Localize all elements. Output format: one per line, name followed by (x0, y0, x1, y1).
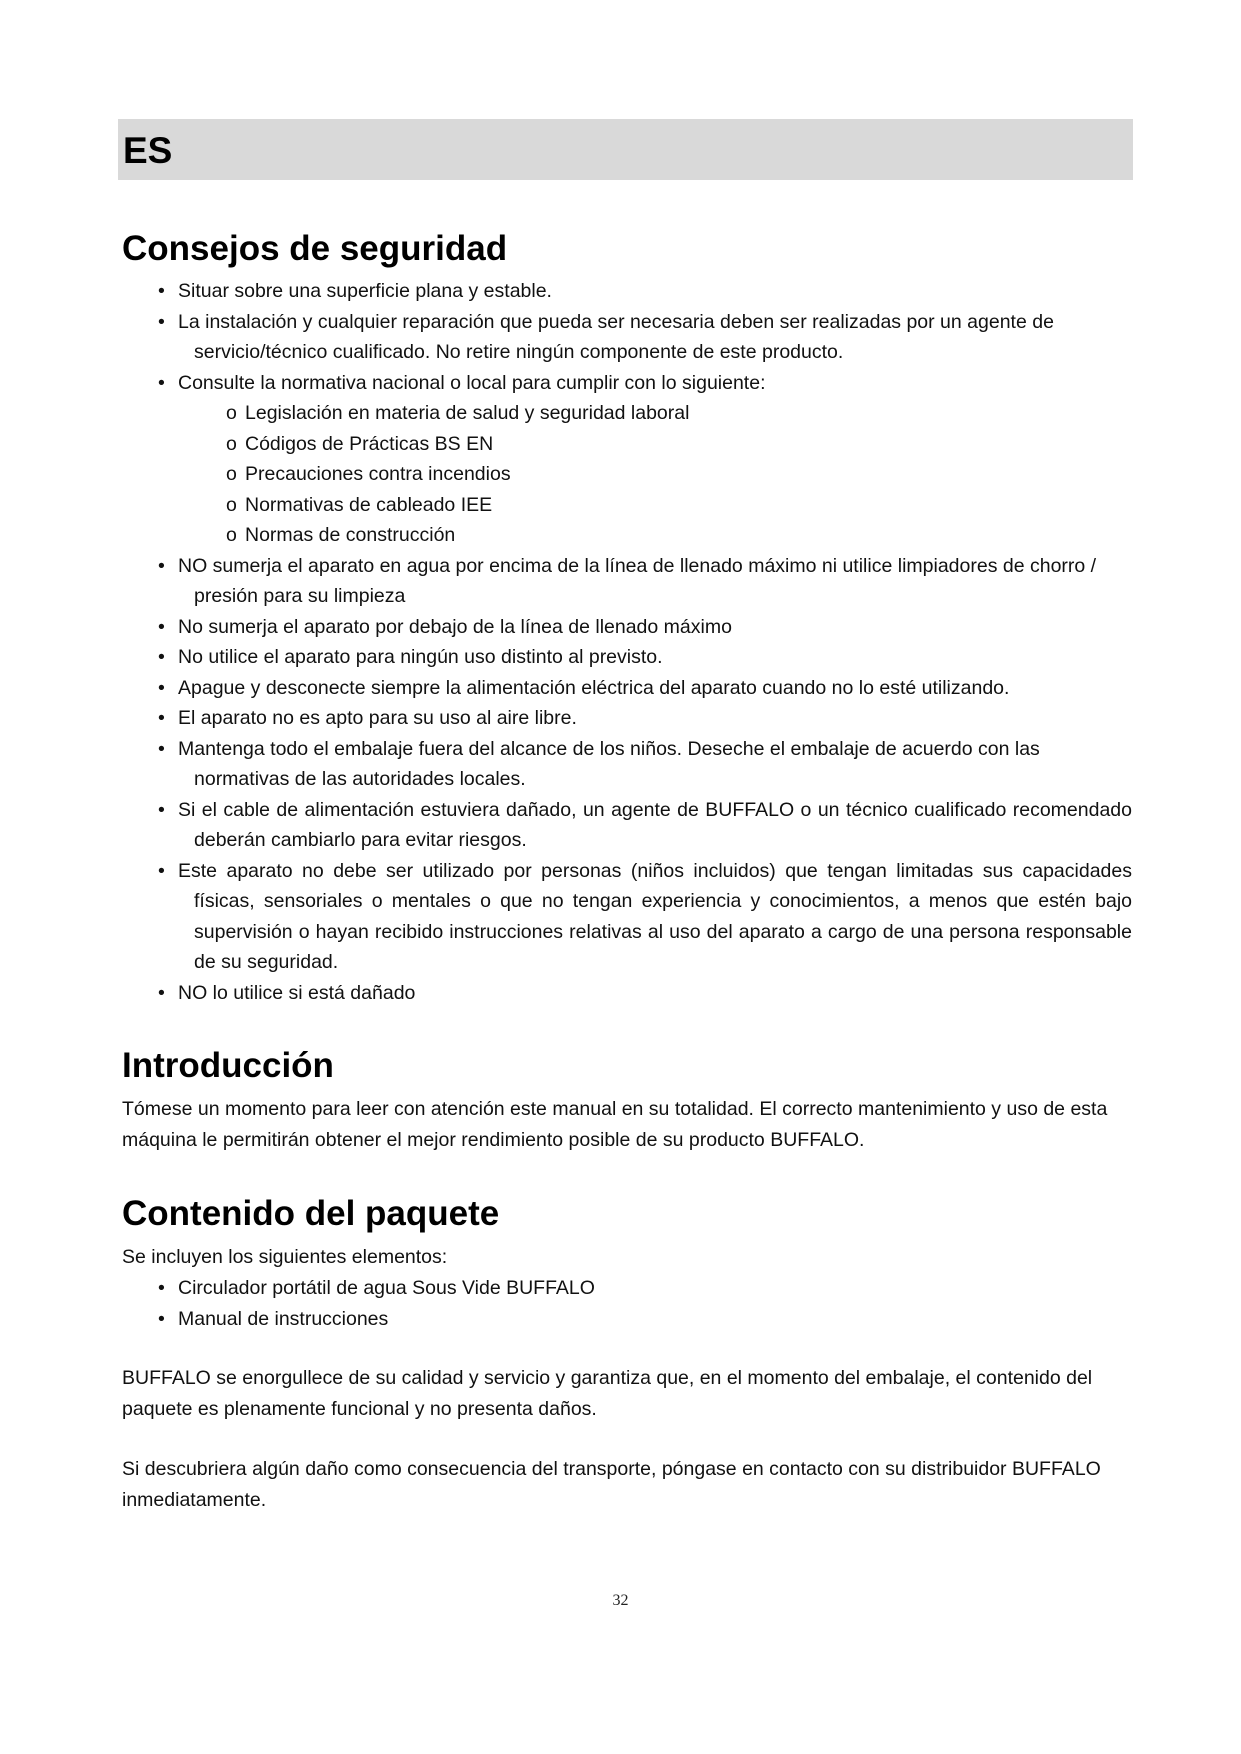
page-content (122, 225, 1132, 1516)
sublist-item: o Precauciones contra incendios (122, 459, 1132, 490)
package-lead: Se incluyen los siguientes elementos: (122, 1246, 448, 1268)
safety-heading: Consejos de seguridad (122, 229, 508, 268)
bullet-icon: • (158, 615, 165, 638)
list-item: • Circulador portátil de agua Sous Vide BUFFALO (122, 1273, 1132, 1304)
intro-paragraph: Tómese un momento para leer con atención este manual en su totalidad. El correcto mantenimiento y uso de esta máquina le permitirán obtener el mejor rendimiento posible de su producto BUFFALO. (122, 1098, 1108, 1151)
sublist-item: o Legislación en materia de salud y seguridad laboral (122, 398, 1132, 429)
circle-bullet-icon: o (226, 402, 237, 424)
bullet-icon: • (158, 646, 165, 668)
bullet-icon: • (158, 1307, 165, 1330)
list-item: • Consulte la normativa nacional o local para cumplir con lo siguiente: o Legislación en materia de salud y seguridad laboral o Códigos de Prácticas BS EN o Precauciones contra incendios o Normativas de cableado IEE o Normas de construcción (122, 368, 1132, 551)
list-item: • Situar sobre una superficie plana y estable. (122, 276, 1132, 307)
language-header-bar (118, 119, 1133, 180)
bullet-icon: • (158, 859, 165, 882)
bullet-icon: • (158, 554, 165, 577)
list-item: • No sumerja el aparato por debajo de la línea de llenado máximo (122, 612, 1132, 643)
bullet-icon: • (158, 280, 165, 302)
bullet-icon: • (158, 676, 165, 699)
list-item: • NO lo utilice si está dañado (122, 978, 1132, 1009)
list-item: • NO sumerja el aparato en agua por encima de la línea de llenado máximo ni utilice limpiadores de chorro / presión para su limpieza (122, 551, 1132, 612)
list-item: • La instalación y cualquier reparación que pueda ser necesaria deben ser realizadas por un agente de servicio/técnico cualificado. No retire ningún componente de este producto. (122, 307, 1132, 368)
bullet-icon: • (158, 981, 165, 1004)
quality-paragraph: BUFFALO se enorgullece de su calidad y servicio y garantiza que, en el momento del embalaje, el contenido del paquete es plenamente funcional y no presenta daños. (122, 1367, 1093, 1420)
list-item: • El aparato no es apto para su uso al aire libre. (122, 703, 1132, 734)
list-item: • Si el cable de alimentación estuviera dañado, un agente de BUFFALO o un técnico cualificado recomendado deberán cambiarlo para evitar riesgos. (122, 795, 1132, 856)
bullet-icon: • (158, 1277, 165, 1299)
list-item: • Manual de instrucciones (122, 1304, 1132, 1335)
circle-bullet-icon: o (226, 432, 237, 455)
regulations-sublist (122, 398, 1132, 551)
bullet-icon: • (158, 737, 165, 760)
sublist-item: o Normativas de cableado IEE (122, 490, 1132, 521)
language-code: ES (123, 130, 173, 171)
circle-bullet-icon: o (226, 493, 237, 516)
spacer (122, 1334, 1132, 1363)
bullet-icon: • (158, 707, 165, 729)
list-item: • Mantenga todo el embalaje fuera del alcance de los niños. Deseche el embalaje de acuerdo con las normativas de las autoridades locales. (122, 734, 1132, 795)
bullet-icon: • (158, 798, 165, 821)
page-number: 32 (612, 1592, 629, 1609)
circle-bullet-icon: o (226, 463, 237, 485)
spacer (122, 1425, 1132, 1454)
circle-bullet-icon: o (226, 524, 237, 546)
list-item: • No utilice el aparato para ningún uso distinto al previsto. (122, 642, 1132, 673)
list-item: • Este aparato no debe ser utilizado por personas (niños incluidos) que tengan limitadas sus capacidades físicas, sensoriales o mentales o que no tengan experiencia y conocimientos, a menos que estén bajo supervisión o hayan recibido instrucciones relativas al uso del aparato a cargo de una persona responsable de su seguridad. (122, 856, 1132, 978)
sublist-item: o Códigos de Prácticas BS EN (122, 429, 1132, 460)
package-list (122, 1273, 1132, 1334)
intro-heading: Introducción (122, 1046, 334, 1085)
bullet-icon: • (158, 371, 165, 394)
sublist-item: o Normas de construcción (122, 520, 1132, 551)
list-item: • Apague y desconecte siempre la alimentación eléctrica del aparato cuando no lo esté utilizando. (122, 673, 1132, 704)
package-heading: Contenido del paquete (122, 1194, 500, 1233)
damage-paragraph: Si descubriera algún daño como consecuencia del transporte, póngase en contacto con su distribuidor BUFFALO inmediatamente. (122, 1458, 1101, 1511)
bullet-icon: • (158, 310, 165, 333)
safety-list (122, 276, 1132, 1008)
